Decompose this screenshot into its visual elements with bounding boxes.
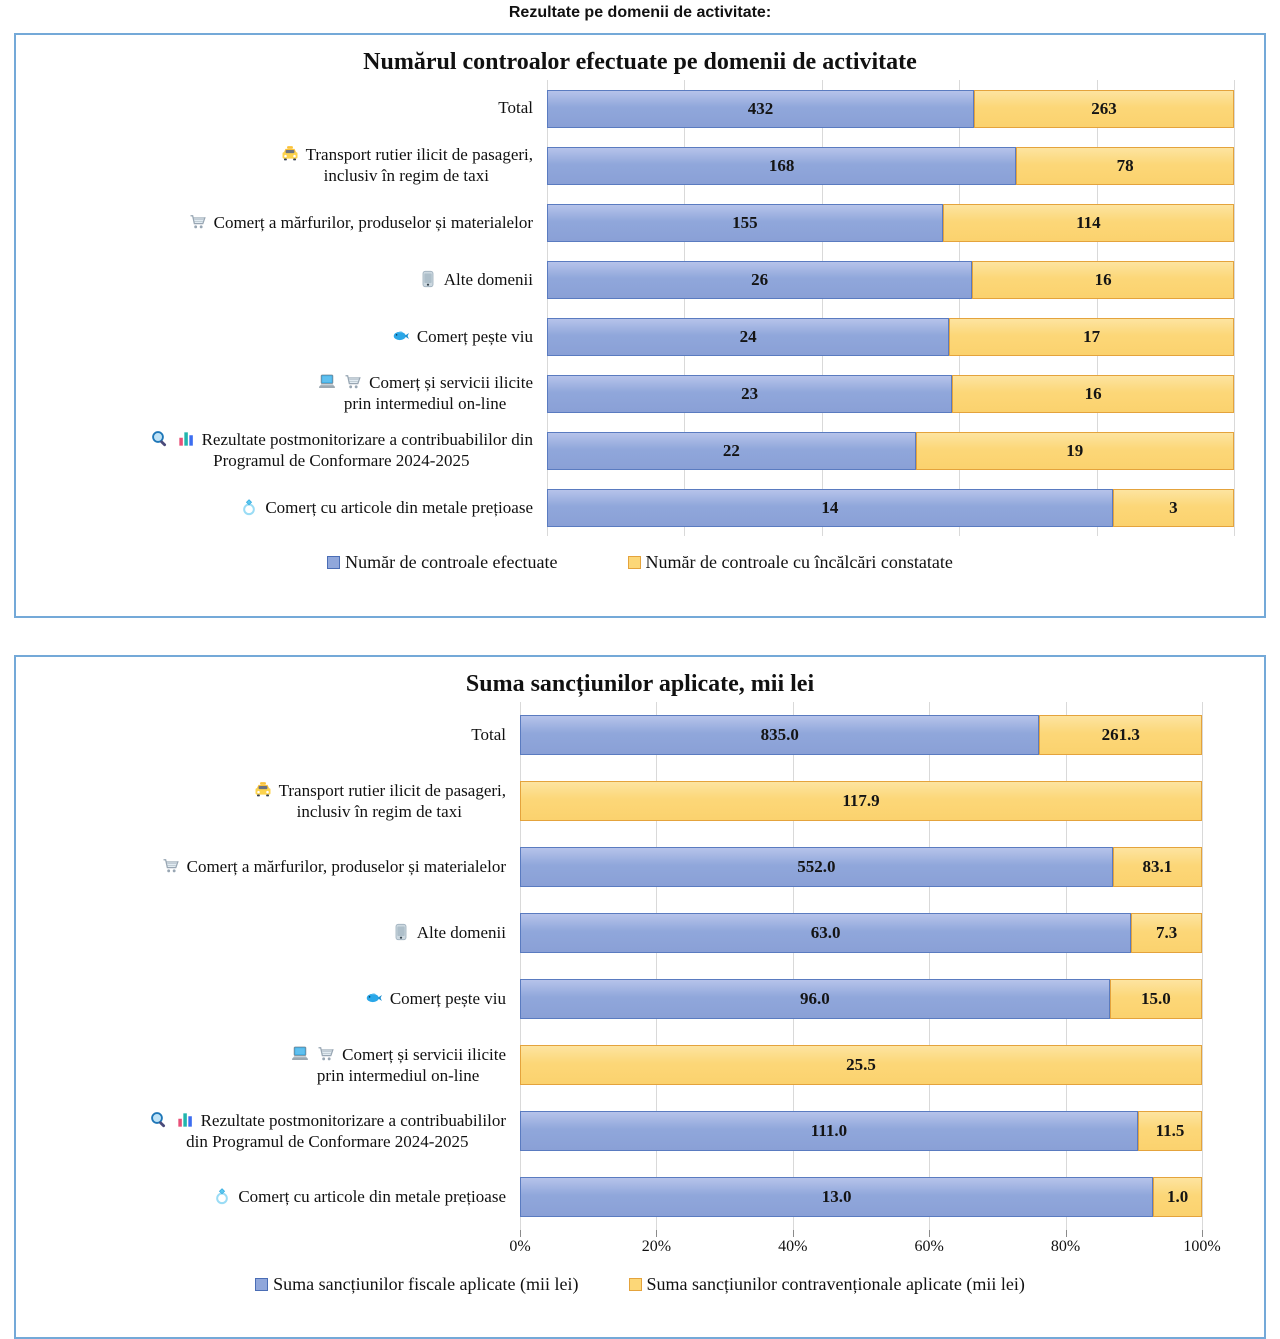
chart-row bbox=[16, 137, 1264, 194]
bar-segment-series1 bbox=[547, 375, 952, 413]
stacked-bar bbox=[547, 375, 1234, 413]
phone-icon bbox=[391, 922, 411, 942]
bar-segment-series2 bbox=[952, 375, 1234, 413]
bar-value-label: 17 bbox=[1083, 326, 1101, 346]
bar-value-label: 13.0 bbox=[821, 1187, 852, 1206]
plot-cell bbox=[520, 900, 1202, 966]
cart-icon bbox=[188, 212, 208, 232]
chart-row bbox=[16, 194, 1264, 251]
category-label: Comerț pește viu bbox=[16, 988, 520, 1010]
plot-cell bbox=[547, 308, 1234, 365]
cart-icon bbox=[161, 856, 181, 876]
category-label: Rezultate postmonitorizare a contribuabililor din Programul de Conformare 2024-2025 bbox=[16, 429, 547, 471]
bar-segment-series2 bbox=[1113, 847, 1202, 887]
magnifier-icon bbox=[150, 429, 170, 449]
bar-value-label: 117.9 bbox=[842, 791, 880, 810]
sanctions-chart-panel bbox=[14, 655, 1266, 1339]
stacked-bar bbox=[520, 979, 1202, 1019]
laptop-icon bbox=[290, 1044, 310, 1064]
axis-tick-label: 100% bbox=[1183, 1238, 1221, 1255]
plot-cell bbox=[547, 479, 1234, 536]
taxi-icon bbox=[280, 144, 300, 164]
stacked-bar bbox=[520, 913, 1202, 953]
legend-item bbox=[255, 1274, 578, 1295]
bar-segment-series2 bbox=[1138, 1111, 1202, 1151]
bar-segment-series2 bbox=[949, 318, 1234, 356]
sanctions-chart-plot bbox=[16, 702, 1264, 1230]
bar-segment-series1 bbox=[520, 715, 1039, 755]
chart-icon bbox=[175, 1110, 195, 1130]
bar-value-label: 15.0 bbox=[1141, 989, 1171, 1008]
bar-value-label: 263 bbox=[1091, 98, 1117, 118]
legend-item bbox=[629, 1274, 1025, 1295]
bar-segment-series1 bbox=[520, 913, 1131, 953]
bar-segment-series2 bbox=[974, 90, 1234, 128]
axis-tick bbox=[1066, 1230, 1067, 1237]
bar-segment-series1 bbox=[520, 1177, 1153, 1217]
bar-value-label: 78 bbox=[1116, 155, 1134, 175]
chart-row bbox=[16, 422, 1264, 479]
plot-cell bbox=[520, 702, 1202, 768]
bar-value-label: 19 bbox=[1066, 440, 1084, 460]
category-label: Total bbox=[498, 98, 533, 118]
axis-tick-label: 0% bbox=[509, 1238, 531, 1255]
axis-tick bbox=[793, 1230, 794, 1237]
category-label: Transport rutier ilicit de pasageri, inclusiv în regim de taxi bbox=[16, 144, 547, 186]
bar-segment-series1 bbox=[547, 147, 1016, 185]
chart-row bbox=[16, 702, 1264, 768]
legend-label: Suma sancțiunilor fiscale aplicate (mii lei) bbox=[273, 1274, 579, 1294]
axis-tick-label: 60% bbox=[914, 1238, 944, 1255]
bar-segment-series2 bbox=[520, 1045, 1202, 1085]
fish-icon bbox=[391, 326, 411, 346]
laptop-icon bbox=[317, 372, 337, 392]
controls-chart-plot bbox=[16, 80, 1264, 536]
bar-segment-series2 bbox=[1110, 979, 1202, 1019]
stacked-bar bbox=[547, 261, 1234, 299]
ring-icon bbox=[239, 497, 259, 517]
series2-swatch bbox=[629, 1278, 642, 1291]
bar-value-label: 835.0 bbox=[760, 725, 799, 744]
ring-icon bbox=[212, 1186, 232, 1206]
axis-tick bbox=[520, 1230, 521, 1237]
bar-segment-series1 bbox=[547, 432, 916, 470]
bar-value-label: 83.1 bbox=[1142, 857, 1173, 876]
cart-icon bbox=[316, 1044, 336, 1064]
series1-swatch bbox=[327, 556, 340, 569]
controls-chart-legend bbox=[16, 552, 1264, 573]
plot-cell bbox=[547, 365, 1234, 422]
category-label: Transport rutier ilicit de pasageri, inclusiv în regim de taxi bbox=[16, 780, 520, 822]
bar-value-label: 114 bbox=[1076, 212, 1101, 232]
plot-cell bbox=[520, 1098, 1202, 1164]
bar-value-label: 552.0 bbox=[797, 857, 836, 876]
plot-cell bbox=[547, 422, 1234, 479]
chart-row bbox=[16, 900, 1264, 966]
chart-row bbox=[16, 768, 1264, 834]
bar-value-label: 14 bbox=[821, 497, 839, 517]
category-label: Comerț a mărfurilor, produselor și materialelor bbox=[16, 856, 520, 878]
cart-icon bbox=[343, 372, 363, 392]
category-label: Comerț și servicii ilicite prin intermediul on-line bbox=[16, 1044, 520, 1086]
bar-segment-series1 bbox=[547, 90, 974, 128]
bar-segment-series1 bbox=[547, 261, 972, 299]
bar-segment-series1 bbox=[547, 489, 1113, 527]
plot-cell bbox=[520, 1032, 1202, 1098]
series1-swatch bbox=[255, 1278, 268, 1291]
bar-value-label: 261.3 bbox=[1101, 725, 1140, 744]
category-label: Total bbox=[471, 724, 506, 744]
stacked-bar bbox=[547, 318, 1234, 356]
category-label: Comerț cu articole din metale prețioase bbox=[16, 1186, 520, 1208]
stacked-bar bbox=[547, 489, 1234, 527]
chart-row bbox=[16, 834, 1264, 900]
bar-segment-series1 bbox=[547, 204, 943, 242]
bar-segment-series2 bbox=[1039, 715, 1202, 755]
chart-icon bbox=[176, 429, 196, 449]
bar-value-label: 22 bbox=[722, 440, 740, 460]
bar-segment-series2 bbox=[916, 432, 1234, 470]
chart-row bbox=[16, 479, 1264, 536]
series2-swatch bbox=[628, 556, 641, 569]
bar-value-label: 3 bbox=[1169, 497, 1178, 517]
stacked-bar bbox=[520, 1045, 1202, 1085]
bar-segment-series2 bbox=[1153, 1177, 1202, 1217]
stacked-bar bbox=[520, 781, 1202, 821]
category-label: Comerț și servicii ilicite prin intermediul on-line bbox=[16, 372, 547, 414]
category-label: Comerț a mărfurilor, produselor și materialelor bbox=[16, 212, 547, 234]
chart-title: Numărul controalor efectuate pe domenii de activitate bbox=[363, 49, 917, 75]
taxi-icon bbox=[253, 780, 273, 800]
chart-row bbox=[16, 365, 1264, 422]
plot-cell bbox=[547, 80, 1234, 137]
chart-row bbox=[16, 966, 1264, 1032]
chart-row bbox=[16, 251, 1264, 308]
magnifier-icon bbox=[149, 1110, 169, 1130]
bar-segment-series1 bbox=[520, 1111, 1138, 1151]
bar-segment-series2 bbox=[1016, 147, 1234, 185]
x-axis bbox=[509, 1230, 1221, 1266]
stacked-bar bbox=[547, 90, 1234, 128]
chart-row bbox=[16, 308, 1264, 365]
bar-value-label: 25.5 bbox=[846, 1055, 876, 1074]
legend-item bbox=[628, 552, 953, 573]
sanctions-chart-legend bbox=[16, 1274, 1264, 1295]
bar-segment-series1 bbox=[547, 318, 949, 356]
chart-title: Suma sancțiunilor aplicate, mii lei bbox=[465, 671, 815, 697]
plot-cell bbox=[520, 966, 1202, 1032]
bar-segment-series1 bbox=[520, 979, 1110, 1019]
stacked-bar bbox=[547, 432, 1234, 470]
plot-cell bbox=[547, 251, 1234, 308]
controls-chart-panel bbox=[14, 33, 1266, 618]
category-label: Alte domenii bbox=[16, 922, 520, 944]
axis-tick-label: 40% bbox=[778, 1238, 808, 1255]
bar-value-label: 11.5 bbox=[1155, 1121, 1185, 1140]
chart-row bbox=[16, 80, 1264, 137]
bar-value-label: 155 bbox=[732, 212, 758, 232]
plot-cell bbox=[520, 768, 1202, 834]
legend-label: Număr de controale efectuate bbox=[345, 552, 558, 572]
category-label: Rezultate postmonitorizare a contribuabililor din Programul de Conformare 2024-2025 bbox=[16, 1110, 520, 1152]
bar-value-label: 16 bbox=[1084, 383, 1102, 403]
legend-item bbox=[327, 552, 557, 573]
plot-cell bbox=[547, 194, 1234, 251]
bar-segment-series1 bbox=[520, 847, 1113, 887]
axis-tick bbox=[929, 1230, 930, 1237]
bar-value-label: 7.3 bbox=[1155, 923, 1178, 942]
phone-icon bbox=[418, 269, 438, 289]
plot-cell bbox=[520, 1164, 1202, 1230]
bar-segment-series2 bbox=[972, 261, 1234, 299]
plot-cell bbox=[547, 137, 1234, 194]
bar-value-label: 1.0 bbox=[1167, 1187, 1189, 1206]
axis-tick bbox=[1202, 1230, 1203, 1237]
bar-value-label: 24 bbox=[739, 326, 757, 346]
bar-segment-series2 bbox=[943, 204, 1234, 242]
bar-value-label: 96.0 bbox=[800, 989, 830, 1008]
chart-row bbox=[16, 1032, 1264, 1098]
stacked-bar bbox=[547, 147, 1234, 185]
stacked-bar bbox=[520, 1111, 1202, 1151]
legend-label: Număr de controale cu încălcări constatate bbox=[645, 552, 953, 572]
chart-row bbox=[16, 1164, 1264, 1230]
bar-value-label: 432 bbox=[747, 98, 774, 118]
bar-value-label: 63.0 bbox=[810, 923, 841, 942]
page-title: Rezultate pe domenii de activitate: bbox=[508, 4, 772, 21]
axis-tick-label: 80% bbox=[1050, 1238, 1081, 1255]
axis-tick bbox=[656, 1230, 657, 1237]
bar-value-label: 16 bbox=[1094, 269, 1112, 289]
category-label: Alte domenii bbox=[16, 269, 547, 291]
fish-icon bbox=[364, 988, 384, 1008]
stacked-bar bbox=[520, 1177, 1202, 1217]
axis-tick-label: 20% bbox=[641, 1238, 672, 1255]
category-label: Comerț pește viu bbox=[16, 326, 547, 348]
bar-value-label: 26 bbox=[751, 269, 769, 289]
legend-label: Suma sancțiunilor contravenționale aplicate (mii lei) bbox=[646, 1274, 1025, 1294]
category-label: Comerț cu articole din metale prețioase bbox=[16, 497, 547, 519]
bar-value-label: 168 bbox=[768, 155, 795, 175]
plot-cell bbox=[520, 834, 1202, 900]
bar-value-label: 111.0 bbox=[810, 1121, 848, 1140]
stacked-bar bbox=[547, 204, 1234, 242]
stacked-bar bbox=[520, 847, 1202, 887]
bar-value-label: 23 bbox=[741, 383, 759, 403]
chart-row bbox=[16, 1098, 1264, 1164]
stacked-bar bbox=[520, 715, 1202, 755]
bar-segment-series2 bbox=[1131, 913, 1202, 953]
bar-segment-series2 bbox=[520, 781, 1202, 821]
bar-segment-series2 bbox=[1113, 489, 1234, 527]
